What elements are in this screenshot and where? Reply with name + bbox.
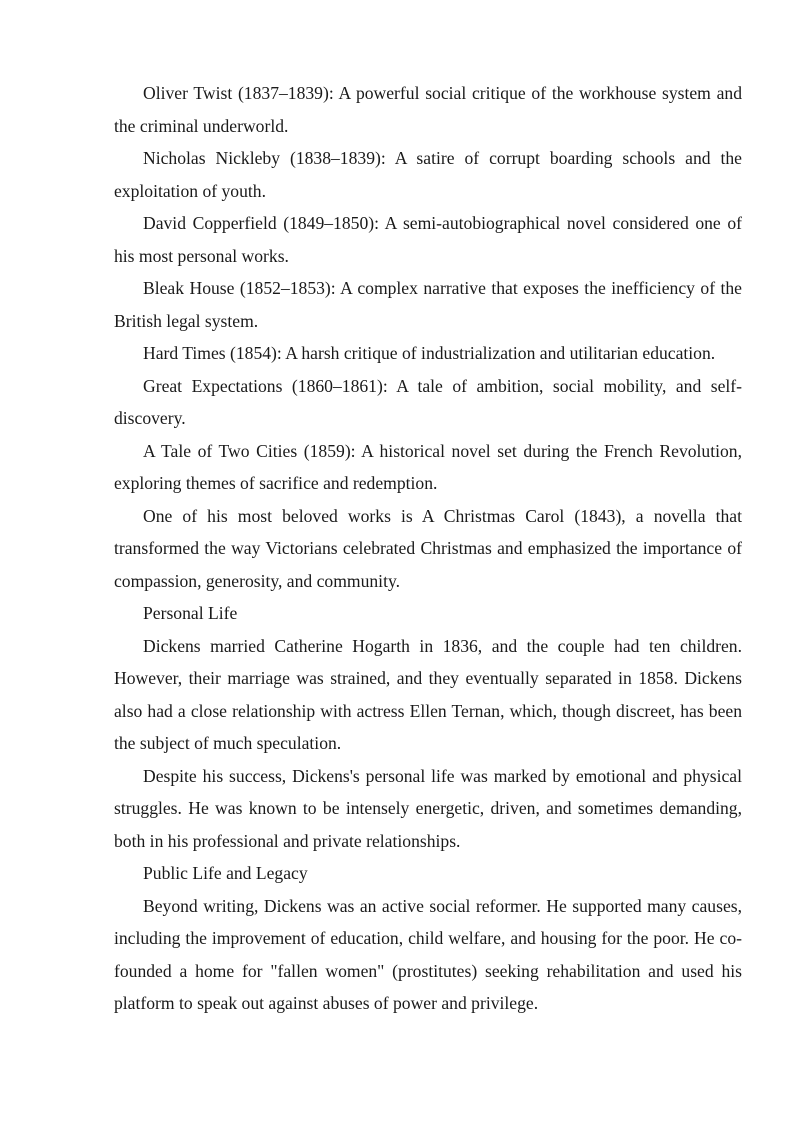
paragraph-bleak-house: Bleak House (1852–1853): A complex narrative that exposes the inefficiency of the British legal system.	[114, 278, 742, 331]
paragraph-hard-times: Hard Times (1854): A harsh critique of industrialization and utilitarian education.	[143, 343, 716, 363]
paragraph-tale-of-two-cities: A Tale of Two Cities (1859): A historical novel set during the French Revolution, exploring themes of sacrifice and redemption.	[114, 440, 742, 493]
section-heading-public-life: Public Life and Legacy	[143, 863, 308, 883]
paragraph-personal-struggles: Despite his success, Dickens's personal life was marked by emotional and physical struggles. He was known to be intensely energetic, driven, and sometimes demanding, both in his professional and private relationships.	[114, 765, 742, 851]
paragraph-social-reform: Beyond writing, Dickens was an active social reformer. He supported many causes, including the improvement of education, child welfare, and housing for the poor. He co-founded a home for "fallen women" (prostitutes) seeking rehabilitation and used his platform to speak out against abuses of power and privilege.	[114, 895, 742, 1013]
section-heading-personal-life: Personal Life	[143, 603, 238, 623]
paragraph-christmas-carol: One of his most beloved works is A Christmas Carol (1843), a novella that transformed the way Victorians celebrated Christmas and emphasized the importance of compassion, generosity, and community.	[114, 505, 742, 591]
document-page	[114, 77, 742, 1020]
paragraph-marriage: Dickens married Catherine Hogarth in 1836, and the couple had ten children. However, their marriage was strained, and they eventually separated in 1858. Dickens also had a close relationship with actress Ellen Ternan, which, though discreet, has been the subject of much speculation.	[114, 635, 742, 753]
paragraph-great-expectations: Great Expectations (1860–1861): A tale of ambition, social mobility, and self-discovery.	[114, 375, 742, 428]
paragraph-nicholas-nickleby: Nicholas Nickleby (1838–1839): A satire of corrupt boarding schools and the exploitation of youth.	[114, 148, 742, 201]
paragraph-oliver-twist: Oliver Twist (1837–1839): A powerful social critique of the workhouse system and the criminal underworld.	[114, 83, 742, 136]
paragraph-david-copperfield: David Copperfield (1849–1850): A semi-autobiographical novel considered one of his most personal works.	[114, 213, 742, 266]
